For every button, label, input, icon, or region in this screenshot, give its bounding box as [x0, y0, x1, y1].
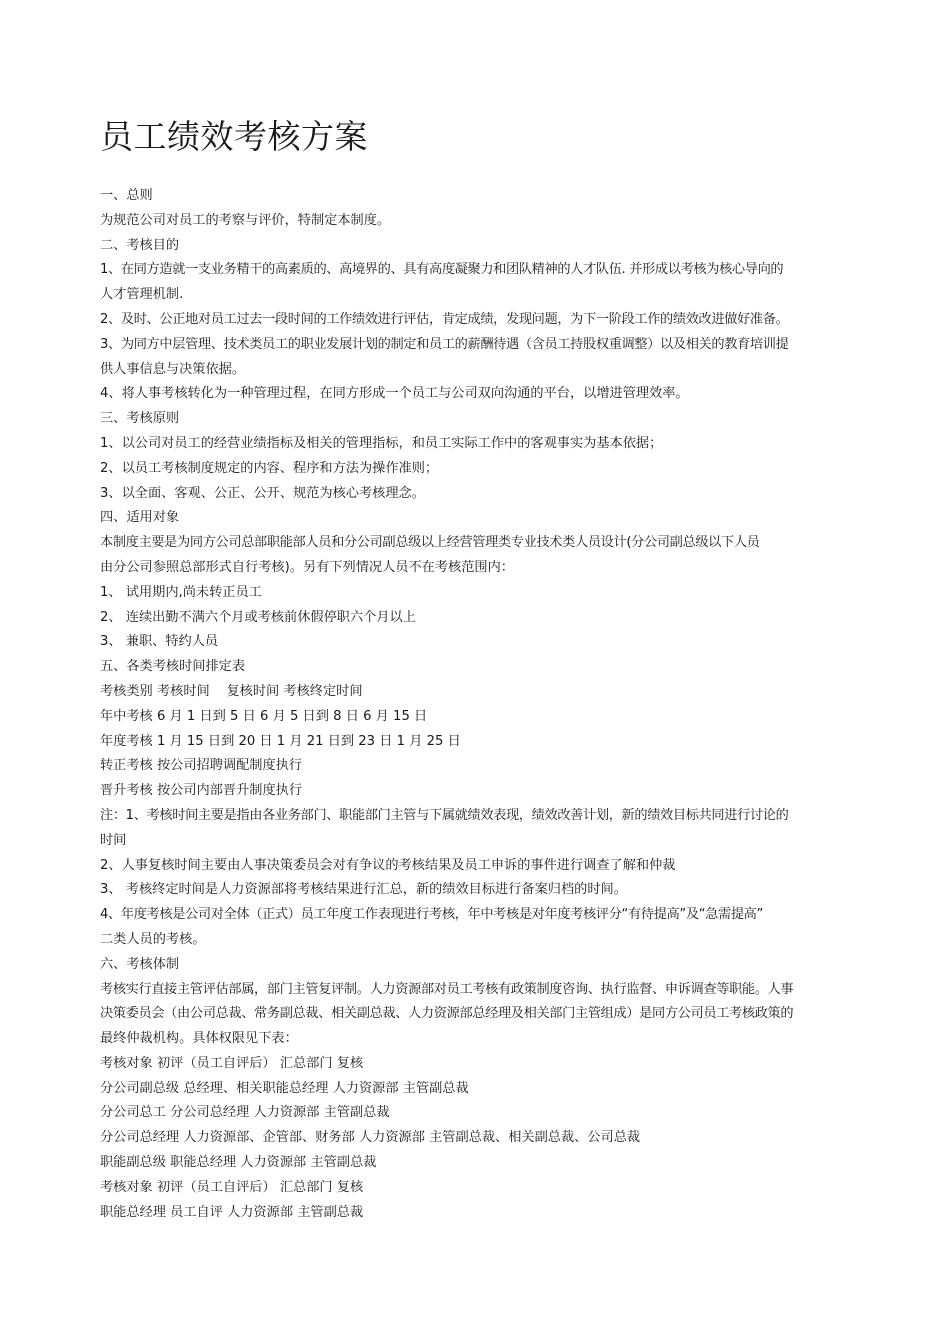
schedule-table-row: 晋升考核 按公司内部晋升制度执行 — [100, 783, 303, 799]
schedule-table-row: 年中考核 6 月 1 日到 5 日 6 月 5 日到 8 日 6 月 15 日 — [100, 708, 428, 724]
document-body — [100, 184, 852, 1225]
paragraph-line: 决策委员会（由公司总裁、常务副总裁、相关副总裁、人力资源部总经理及相关部门主管组成）是同方公司员工考核政策的 — [100, 1006, 794, 1022]
authority-table-row: 分公司总工 分公司总经理 人力资源部 主管副总裁 — [100, 1105, 390, 1121]
section-heading-schedule: 五、各类考核时间排定表 — [100, 659, 246, 675]
note-line: 2、人事复核时间主要由人事决策委员会对有争议的考核结果及员工申诉的事件进行调查了解和仲裁 — [100, 857, 676, 873]
authority-table-row: 职能总经理 员工自评 人力资源部 主管副总裁 — [100, 1204, 364, 1220]
section-heading-principles: 三、考核原则 — [100, 411, 180, 427]
paragraph-line: 本制度主要是为同方公司总部职能部人员和分公司副总级以上经营管理类专业技术类人员设计(分公司副总级以下人员 — [100, 535, 760, 551]
schedule-table-row: 年度考核 1 月 15 日到 20 日 1 月 21 日到 23 日 1 月 25 日 — [100, 733, 461, 749]
authority-table-row: 分公司副总级 总经理、相关职能总经理 人力资源部 主管副总裁 — [100, 1080, 469, 1096]
paragraph-line: 4、将人事考核转化为一种管理过程，在同方形成一个员工与公司双向沟通的平台，以增进管理效率。 — [100, 386, 689, 402]
list-item: 2、 连续出勤不满六个月或考核前休假停职六个月以上 — [100, 609, 416, 625]
paragraph-line: 最终仲裁机构。具体权限见下表： — [100, 1031, 298, 1047]
list-item: 1、 试用期内,尚未转正员工 — [100, 584, 262, 600]
list-item: 3、 兼职、特约人员 — [100, 634, 219, 650]
paragraph-line: 为规范公司对员工的考察与评价，特制定本制度。 — [100, 212, 391, 228]
note-line: 注：1、考核时间主要是指由各业务部门、职能部门主管与下属就绩效表现，绩效改善计划，新的绩效目标共同进行讨论的 — [100, 807, 789, 823]
document-title: 员工绩效考核方案 — [100, 117, 368, 156]
note-line: 时间 — [100, 832, 127, 848]
section-heading-system: 六、考核体制 — [100, 956, 180, 972]
note-line: 二类人员的考核。 — [100, 931, 206, 947]
section-heading-scope: 四、适用对象 — [100, 510, 180, 526]
authority-table-row: 分公司总经理 人力资源部、企管部、财务部 人力资源部 主管副总裁、相关副总裁、公司总裁 — [100, 1130, 641, 1146]
paragraph-line: 考核实行直接主管评估部属，部门主管复评制。人力资源部对员工考核有政策制度咨询、执行监督、申诉调查等职能。人事 — [100, 981, 794, 997]
authority-table-header: 考核对象 初评（员工自评后） 汇总部门 复核 — [100, 1179, 364, 1195]
paragraph-line: 1、以公司对员工的经营业绩指标及相关的管理指标，和员工实际工作中的客观事实为基本依据； — [100, 435, 663, 451]
note-line: 4、年度考核是公司对全体（正式）员工年度工作表现进行考核，年中考核是对年度考核评分“有待提高”及“急需提高” — [100, 907, 764, 923]
paragraph-line: 人才管理机制. — [100, 287, 184, 303]
schedule-table-row: 转正考核 按公司招聘调配制度执行 — [100, 758, 303, 774]
section-heading-general: 一、总则 — [100, 188, 153, 203]
paragraph-line: 由分公司参照总部形式自行考核)。另有下列情况人员不在考核范围内： — [100, 559, 514, 575]
paragraph-line: 2、及时、公正地对员工过去一段时间的工作绩效进行评估，肯定成绩，发现问题，为下一阶段工作的绩效改进做好准备。 — [100, 311, 789, 327]
authority-table-row: 职能副总级 职能总经理 人力资源部 主管副总裁 — [100, 1155, 377, 1171]
note-line: 3、 考核终定时间是人力资源部将考核结果进行汇总，新的绩效目标进行备案归档的时间。 — [100, 882, 627, 898]
paragraph-line: 2、以员工考核制度规定的内容、程序和方法为操作准则； — [100, 460, 439, 476]
schedule-table-header: 考核类别 考核时间 复核时间 考核终定时间 — [100, 683, 363, 699]
authority-table-header: 考核对象 初评（员工自评后） 汇总部门 复核 — [100, 1055, 364, 1071]
section-heading-purpose: 二、考核目的 — [100, 237, 180, 253]
paragraph-line: 供人事信息与决策依据。 — [100, 361, 246, 377]
paragraph-line: 1、在同方造就一支业务精干的高素质的、高境界的、具有高度凝聚力和团队精神的人才队伍. 并形成以考核为核心导向的 — [100, 262, 784, 278]
paragraph-line: 3、为同方中层管理、技术类员工的职业发展计划的制定和员工的薪酬待遇（含员工持股权重调整）以及相关的教育培训提 — [100, 336, 789, 352]
paragraph-line: 3、以全面、客观、公正、公开、规范为核心考核理念。 — [100, 485, 425, 501]
